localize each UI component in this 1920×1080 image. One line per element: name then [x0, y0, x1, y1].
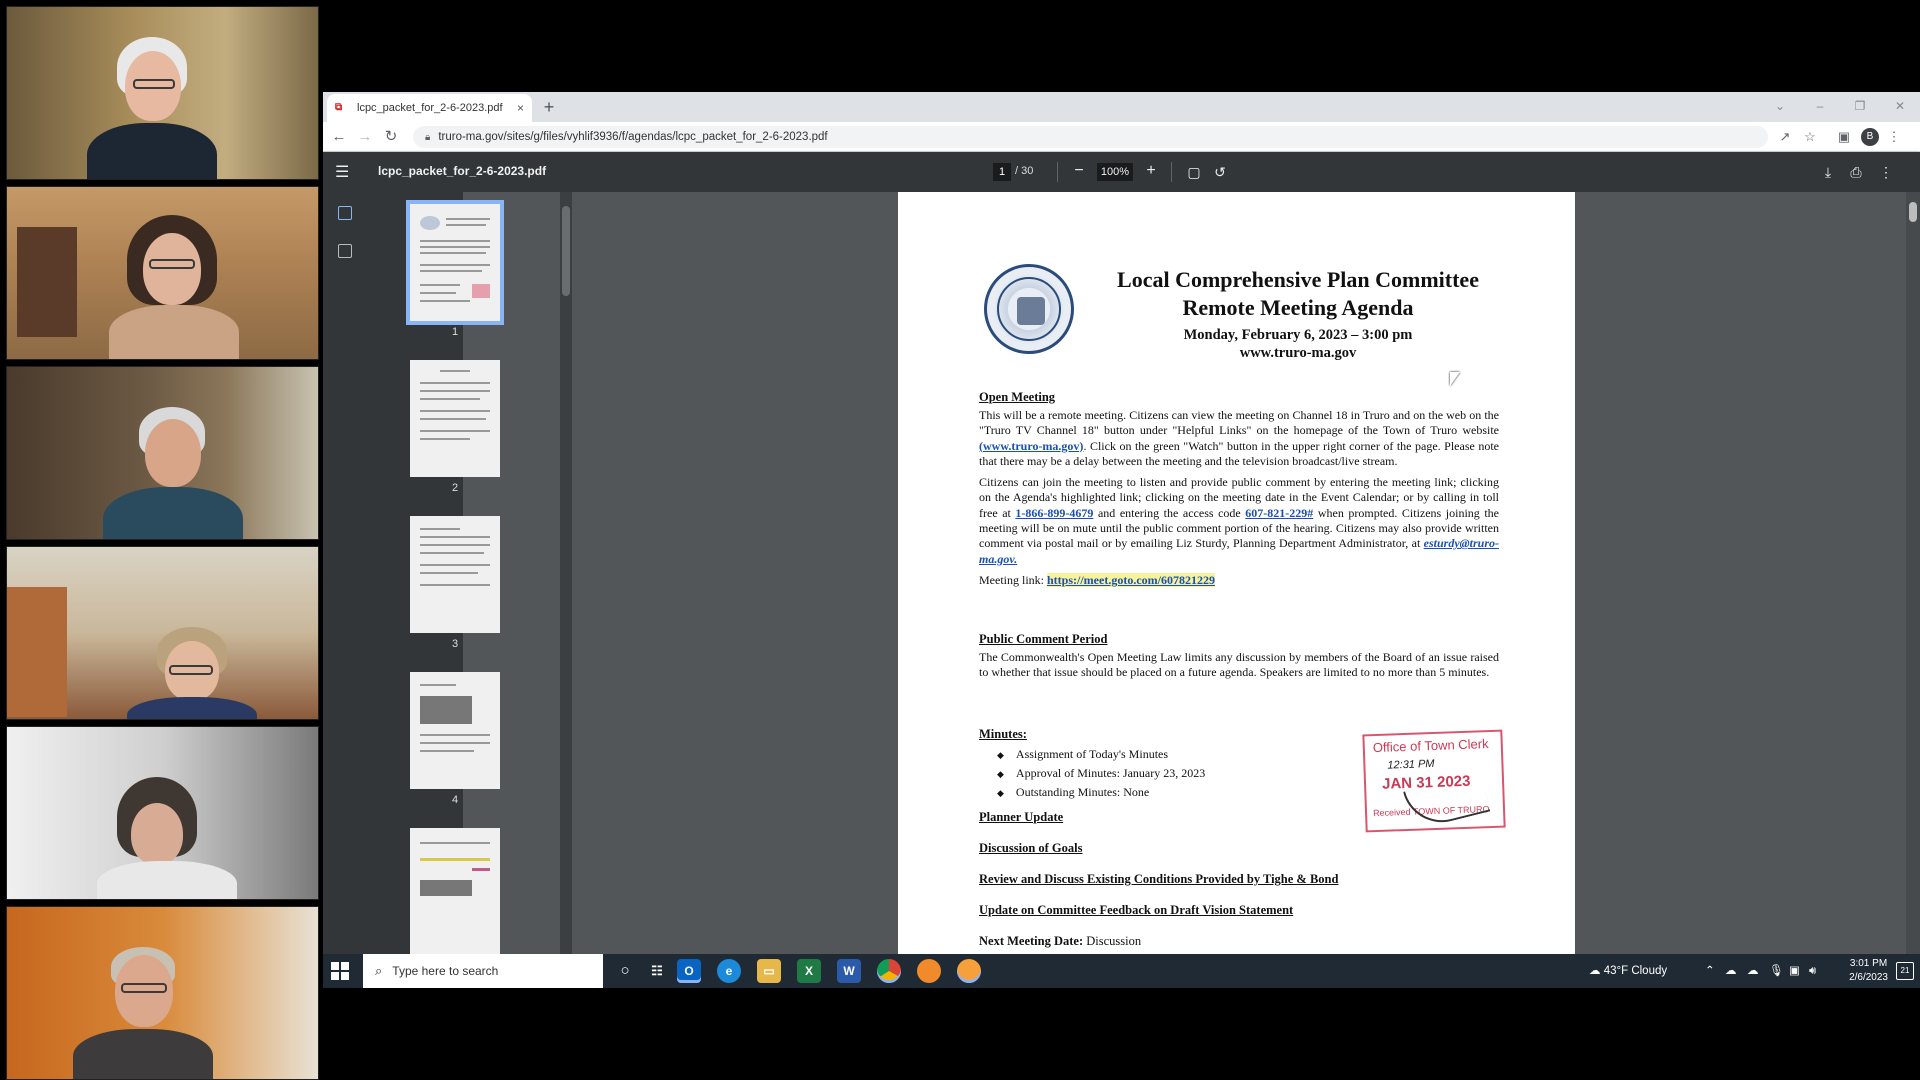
- mouse-cursor-icon: [1450, 372, 1460, 386]
- app-orange2-icon[interactable]: [957, 959, 981, 983]
- pdf-toolbar: [323, 152, 1920, 192]
- cortana-icon[interactable]: ○: [620, 962, 630, 979]
- tab-title: lcpc_packet_for_2-6-2023.pdf: [357, 102, 503, 114]
- review-existing-heading: Review and Discuss Existing Conditions Provided by Tighe & Bond: [979, 872, 1339, 886]
- page-scrollbar[interactable]: [1906, 192, 1920, 954]
- menu-icon[interactable]: ⋮: [1887, 129, 1901, 144]
- clock-time: 3:01 PM: [1849, 958, 1888, 969]
- discussion-goals-heading: Discussion of Goals: [979, 841, 1083, 855]
- rotate-icon[interactable]: ↺: [1214, 164, 1226, 180]
- phone-link[interactable]: 1-866-899-4679: [1015, 505, 1094, 520]
- open-meeting-para-1: This will be a remote meeting. Citizens can view the meeting on Channel 18 in Truro and on the web on the "Truro TV Channel 18" button under "Helpful Links" on the homepage of the Town of Truro website (www.truro-ma.gov). Click on the green "Watch" button in the upper right corner of the page. Please note that there may be a delay between the meeting and the television broadcast/live stream.: [979, 408, 1499, 468]
- planner-update-heading: Planner Update: [979, 810, 1064, 824]
- participant-video-2[interactable]: [6, 186, 319, 360]
- pdf-favicon-icon: ⧉: [335, 102, 343, 113]
- sidepanel-icon[interactable]: ▣: [1837, 129, 1851, 144]
- zoom-out-button[interactable]: −: [1074, 162, 1084, 179]
- notification-icon[interactable]: 21: [1896, 962, 1914, 980]
- minutes-item: ◆ Approval of Minutes: January 23, 2023: [997, 764, 1499, 783]
- windows-start-icon[interactable]: [331, 962, 349, 980]
- tray-onedrive-icon[interactable]: ☁︎: [1725, 965, 1737, 977]
- reload-icon[interactable]: ↻: [384, 128, 398, 145]
- update-feedback-heading: Update on Committee Feedback on Draft Vision Statement: [979, 903, 1294, 917]
- tray-onedrive2-icon[interactable]: ☁︎: [1747, 965, 1759, 977]
- back-icon[interactable]: ←: [331, 128, 347, 145]
- clock[interactable]: [1849, 957, 1888, 985]
- meeting-date: Monday, February 6, 2023 – 3:00 pm: [1183, 327, 1413, 343]
- browser-toolbar: [323, 122, 1920, 152]
- forward-icon[interactable]: →: [357, 128, 373, 145]
- volume-icon[interactable]: 🔊︎: [1809, 965, 1817, 977]
- restore-icon[interactable]: ❐: [1854, 99, 1866, 113]
- public-comment-heading: Public Comment Period: [979, 632, 1108, 646]
- tab-pdf[interactable]: [327, 94, 532, 122]
- title-line-1: Local Comprehensive Plan Committee: [1117, 267, 1479, 292]
- title-line-2: Remote Meeting Agenda: [1182, 295, 1414, 320]
- stamp-time: 12:31 PM: [1387, 757, 1435, 772]
- pdf-menu-icon[interactable]: ☰: [335, 164, 350, 181]
- participant-video-4[interactable]: [6, 546, 319, 720]
- thumbnail-number-3: 3: [451, 638, 459, 650]
- app-orange-icon[interactable]: [917, 959, 941, 983]
- tab-close-icon[interactable]: ×: [516, 101, 524, 115]
- thumbnail-page-4[interactable]: [410, 672, 500, 789]
- excel-icon[interactable]: X: [797, 959, 821, 983]
- minutes-item: ◆ Outstanding Minutes: None: [997, 783, 1499, 802]
- thumbnail-panel: [323, 192, 698, 954]
- bookshelf: [17, 227, 77, 337]
- clock-date: 2/6/2023: [1849, 972, 1888, 983]
- download-icon[interactable]: ⤓: [1824, 164, 1832, 180]
- weather-widget[interactable]: [1589, 954, 1667, 988]
- close-window-icon[interactable]: ✕: [1894, 99, 1906, 113]
- address-bar[interactable]: [413, 126, 1768, 148]
- town-seal-icon: [984, 264, 1074, 354]
- minutes-item: ◆ Assignment of Today's Minutes: [997, 745, 1499, 764]
- tray-chevron-icon[interactable]: ⌃: [1705, 965, 1715, 977]
- windows-taskbar: [323, 954, 1920, 988]
- browser-window: [323, 92, 1920, 954]
- pdf-content-area: [323, 192, 1920, 954]
- participant-video-1[interactable]: [6, 6, 319, 180]
- more-options-icon[interactable]: ⋮: [1879, 164, 1893, 180]
- weather-text: 43°F Cloudy: [1603, 965, 1668, 977]
- edge-icon[interactable]: e: [717, 959, 741, 983]
- file-explorer-icon[interactable]: ▭: [757, 959, 781, 983]
- page-number-input[interactable]: 1: [993, 163, 1011, 181]
- network-icon[interactable]: ▣: [1789, 965, 1800, 977]
- participant-video-3[interactable]: [6, 366, 319, 540]
- thumbnail-number-4: 4: [451, 794, 459, 806]
- zoom-in-button[interactable]: +: [1146, 162, 1156, 179]
- task-view-icon[interactable]: ☷: [651, 963, 663, 978]
- toolbar-divider: [1057, 162, 1058, 182]
- participant-video-5[interactable]: [6, 726, 319, 900]
- word-icon[interactable]: W: [837, 959, 861, 983]
- website-line: www.truro-ma.gov: [1239, 345, 1357, 361]
- stamp-office: Office of Town Clerk: [1372, 736, 1489, 756]
- curtain: [7, 587, 67, 717]
- chrome-icon[interactable]: [877, 959, 901, 983]
- cloud-icon: ☁︎: [1589, 965, 1604, 977]
- video-participants-panel: [0, 0, 325, 1080]
- search-icon: ⌕: [375, 963, 383, 978]
- tab-search-icon[interactable]: ⌄: [1774, 99, 1786, 113]
- email-link[interactable]: esturdy@truro-ma.gov.: [979, 536, 1499, 566]
- search-placeholder: Type here to search: [392, 964, 499, 978]
- minimize-icon[interactable]: –: [1816, 99, 1824, 113]
- thumbnail-page-1[interactable]: [410, 204, 500, 321]
- share-icon[interactable]: ↗: [1779, 129, 1791, 144]
- next-meeting-line: Next Meeting Date: Discussion: [979, 934, 1142, 948]
- tab-strip: [323, 92, 1920, 122]
- participant-video-6[interactable]: [6, 906, 319, 1080]
- toolbar-divider: [1171, 162, 1172, 182]
- thumbnail-page-5[interactable]: [410, 828, 500, 954]
- website-link[interactable]: (www.truro-ma.gov): [979, 438, 1084, 453]
- meeting-link-line: Meeting link: https://meet.goto.com/607821229: [979, 572, 1215, 587]
- stamp-date: JAN 31 2023: [1381, 772, 1471, 793]
- thumbnail-scrollbar[interactable]: [560, 192, 572, 954]
- meeting-link[interactable]: https://meet.goto.com/607821229: [1047, 572, 1215, 587]
- open-meeting-heading: Open Meeting: [979, 390, 1056, 404]
- open-meeting-para-2: Citizens can join the meeting to listen and provide public comment by entering the meeting link; clicking on the Agenda's highlighted link; clicking on the meeting date in the Event Calendar; or by calling in toll free at 1-866-899-4679 and entering the access code 607-821-229# when prompted. Citizens joining the meeting will be on mute until the public comment portion of the hearing. Citizens may also provide written comment via postal mail or by emailing Liz Sturdy, Planning Department Administrator, at esturdy@truro-ma.gov.: [979, 475, 1499, 566]
- zoom-input[interactable]: 100%: [1097, 163, 1133, 181]
- url-text: truro-ma.gov/sites/g/files/vyhlif3936/f/agendas/lcpc_packet_for_2-6-2023.pdf: [438, 131, 828, 143]
- thumbnail-number-2: 2: [451, 482, 459, 494]
- fit-page-icon[interactable]: ▢: [1187, 164, 1201, 180]
- open-meeting-section: [979, 390, 1499, 594]
- taskbar-search[interactable]: [363, 954, 603, 988]
- access-code-link[interactable]: 607-821-229#: [1245, 505, 1314, 520]
- town-clerk-stamp: [1362, 730, 1505, 833]
- pdf-page: [898, 192, 1575, 954]
- thumbnail-page-3[interactable]: [410, 516, 500, 633]
- thumbnail-page-2[interactable]: [410, 360, 500, 477]
- public-comment-section: [979, 632, 1499, 687]
- thumbnail-number-1: 1: [451, 326, 459, 338]
- minutes-heading: Minutes:: [979, 727, 1027, 741]
- star-icon[interactable]: ☆: [1804, 129, 1816, 144]
- page-scrollbar-grip[interactable]: [1909, 202, 1917, 222]
- outlook-icon[interactable]: O: [677, 959, 701, 983]
- new-tab-button[interactable]: +: [543, 97, 555, 117]
- page-total: / 30: [1015, 165, 1034, 177]
- public-comment-text: The Commonwealth's Open Meeting Law limits any discussion by members of the Board of an issue raised to whether that issue should be placed on a future agenda. Speakers are limited to no more than 5 minutes.: [979, 650, 1499, 680]
- pdf-filename: lcpc_packet_for_2-6-2023.pdf: [378, 164, 547, 178]
- document-subtitle: [1088, 326, 1508, 362]
- thumbnail-scrollbar-grip[interactable]: [562, 206, 570, 296]
- stamp-received: Received TOWN OF TRURO: [1372, 804, 1490, 819]
- profile-avatar[interactable]: B: [1861, 128, 1879, 146]
- microphone-icon[interactable]: 🎙︎: [1769, 965, 1784, 977]
- print-icon[interactable]: ⎙: [1850, 164, 1862, 180]
- lock-icon[interactable]: 🔒︎: [425, 131, 431, 143]
- agenda-items: [979, 810, 1499, 949]
- document-title: [1088, 266, 1508, 322]
